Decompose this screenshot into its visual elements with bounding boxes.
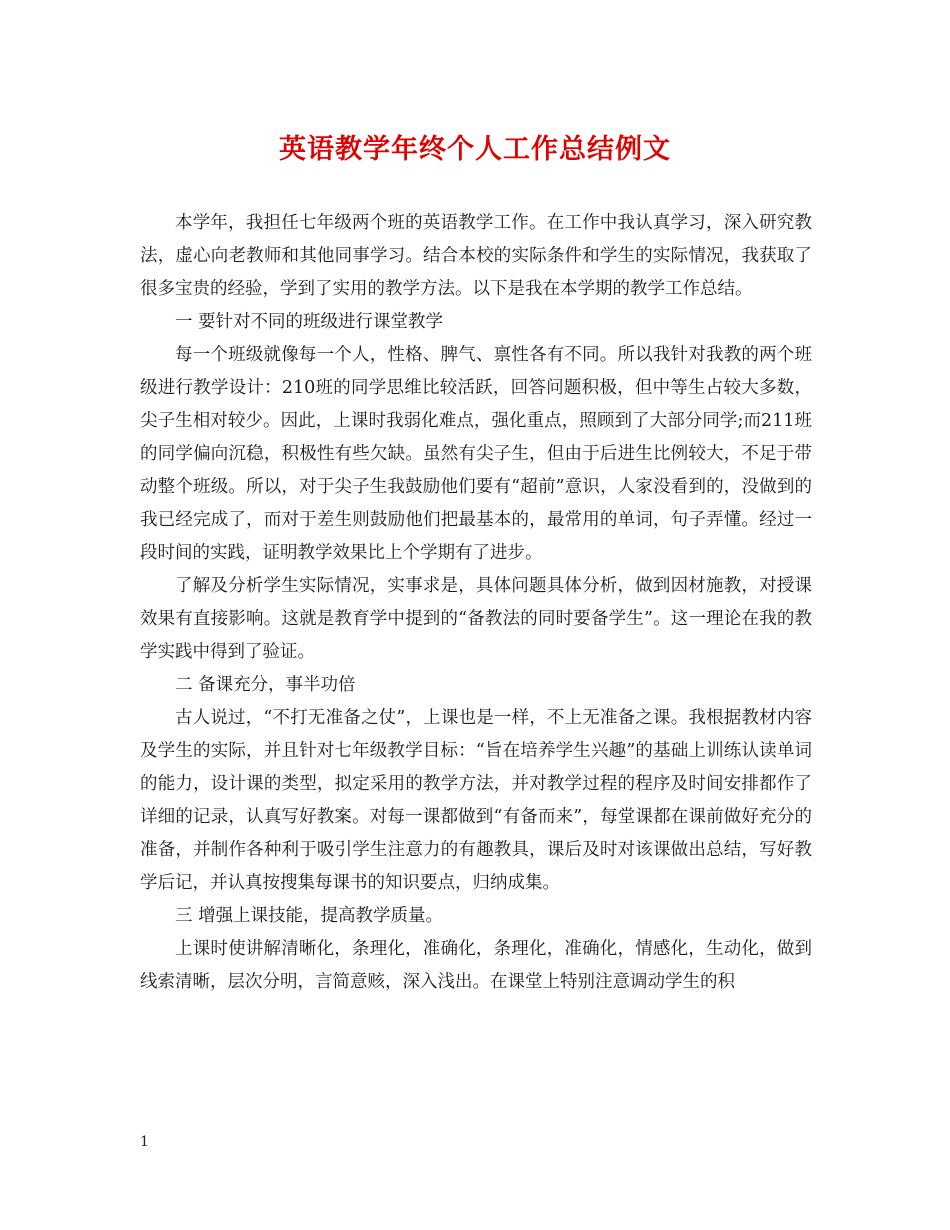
document-title: 英语教学年终个人工作总结例文 [279, 134, 671, 165]
section-heading-3: 三 增强上课技能，提高教学质量。 [175, 906, 444, 926]
section-heading-2: 二 备课充分，事半功倍 [175, 675, 356, 695]
intro-paragraph: 本学年，我担任七年级两个班的英语教学工作。在工作中我认真学习，深入研究教法，虚心向老教师和其他同事学习。结合本校的实际条件和学生的实际情况，我获取了很多宝贵的经验，学到了实用的教学方法。以下是我在本学期的教学工作总结。 [140, 213, 812, 299]
body-paragraph: 上课时使讲解清晰化，条理化，准确化，条理化，准确化，情感化，生动化，做到线索清晰，层次分明，言简意赅，深入浅出。在课堂上特别注意调动学生的积 [140, 939, 812, 992]
body-paragraph: 每一个班级就像每一个人，性格、脾气、禀性各有不同。所以我针对我教的两个班级进行教学设计：210班的同学思维比较活跃，回答问题积极，但中等生占较大多数，尖子生相对较少。因此，上课时我弱化难点，强化重点，照顾到了大部分同学;而211班的同学偏向沉稳，积极性有些欠缺。虽然有尖子生，但由于后进生比例较大，不足于带动整个班级。所以，对于尖子生我鼓励他们要有“超前”意识，人家没看到的，没做到的我已经完成了，而对于差生则鼓励他们把最基本的，最常用的单词，句子弄懂。经过一段时间的实践，证明教学效果比上个学期有了进步。 [140, 345, 812, 563]
section-heading-1: 一 要针对不同的班级进行课堂教学 [175, 312, 444, 332]
body-paragraph: 古人说过，“不打无准备之仗”，上课也是一样，不上无准备之课。我根据教材内容及学生的实际，并且针对七年级教学目标：“旨在培养学生兴趣”的基础上训练认读单词的能力，设计课的类型，拟定采用的教学方法，并对教学过程的程序及时间安排都作了详细的记录，认真写好教案。对每一课都做到“有备而来”，每堂课都在课前做好充分的准备，并制作各种利于吸引学生注意力的有趣教具，课后及时对该课做出总结，写好教学后记，并认真按搜集每课书的知识要点，归纳成集。 [140, 708, 812, 893]
document-body [140, 207, 812, 999]
body-paragraph: 了解及分析学生实际情况，实事求是，具体问题具体分析，做到因材施教，对授课效果有直接影响。这就是教育学中提到的“备教法的同时要备学生”。这一理论在我的教学实践中得到了验证。 [140, 576, 812, 662]
page-number: 1 [140, 1134, 149, 1150]
